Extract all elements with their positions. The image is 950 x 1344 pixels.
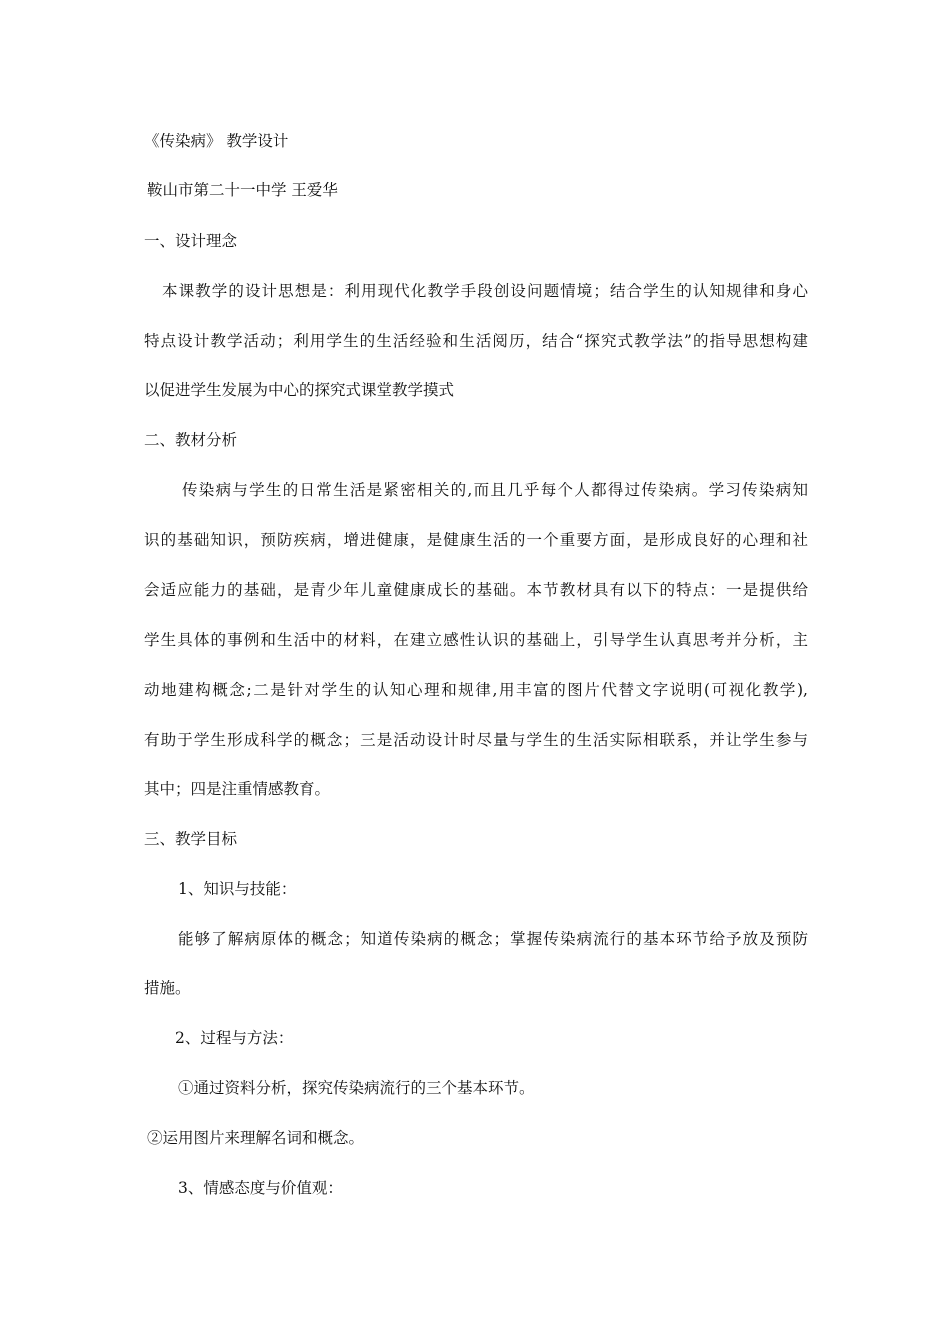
document-title: 《传染病》 教学设计: [144, 132, 289, 150]
section-heading-teaching-goals: 三、教学目标: [144, 830, 238, 848]
paragraph-line: 会适应能力的基础，是青少年儿童健康成长的基础。本节教材具有以下的特点：一是提供给: [144, 581, 808, 599]
paragraph-line: 识的基础知识，预防疾病，增进健康，是健康生活的一个重要方面，是形成良好的心理和社: [144, 531, 808, 549]
list-item: ①通过资料分析，探究传染病流行的三个基本环节。: [178, 1079, 535, 1097]
paragraph-line: 能够了解病原体的概念；知道传染病的概念；掌握传染病流行的基本环节给予放及预防: [178, 930, 808, 948]
paragraph-line: 措施。: [144, 979, 191, 997]
paragraph-line: 传染病与学生的日常生活是紧密相关的,而且几乎每个人都得过传染病。学习传染病知: [182, 481, 808, 499]
paragraph-line: 本课教学的设计思想是：利用现代化教学手段创设问题情境；结合学生的认知规律和身心: [162, 282, 808, 300]
paragraph-line: 动地建构概念;二是针对学生的认知心理和规律,用丰富的图片代替文字说明(可视化教学),: [144, 681, 808, 699]
author-line: 鞍山市第二十一中学 王爱华: [147, 181, 338, 199]
subheading-process-methods: 2、过程与方法：: [175, 1029, 294, 1047]
paragraph-line: 学生具体的事例和生活中的材料，在建立感性认识的基础上，引导学生认真思考并分析，主: [144, 631, 808, 649]
paragraph-line: 有助于学生形成科学的概念；三是活动设计时尽量与学生的生活实际相联系，并让学生参与: [144, 731, 808, 749]
paragraph-line: 特点设计教学活动；利用学生的生活经验和生活阅历，结合“探究式教学法”的指导思想构建: [144, 332, 808, 350]
subheading-knowledge-skills: 1、知识与技能：: [178, 880, 297, 898]
list-item: ②运用图片来理解名词和概念。: [147, 1129, 365, 1147]
paragraph-line: 以促进学生发展为中心的探究式课堂教学摸式: [144, 381, 455, 399]
paragraph-line: 其中；四是注重情感教育。: [144, 780, 331, 798]
section-heading-design-concept: 一、设计理念: [144, 232, 238, 250]
subheading-attitudes-values: 3、情感态度与价值观：: [178, 1179, 343, 1197]
section-heading-material-analysis: 二、教材分析: [144, 431, 238, 449]
